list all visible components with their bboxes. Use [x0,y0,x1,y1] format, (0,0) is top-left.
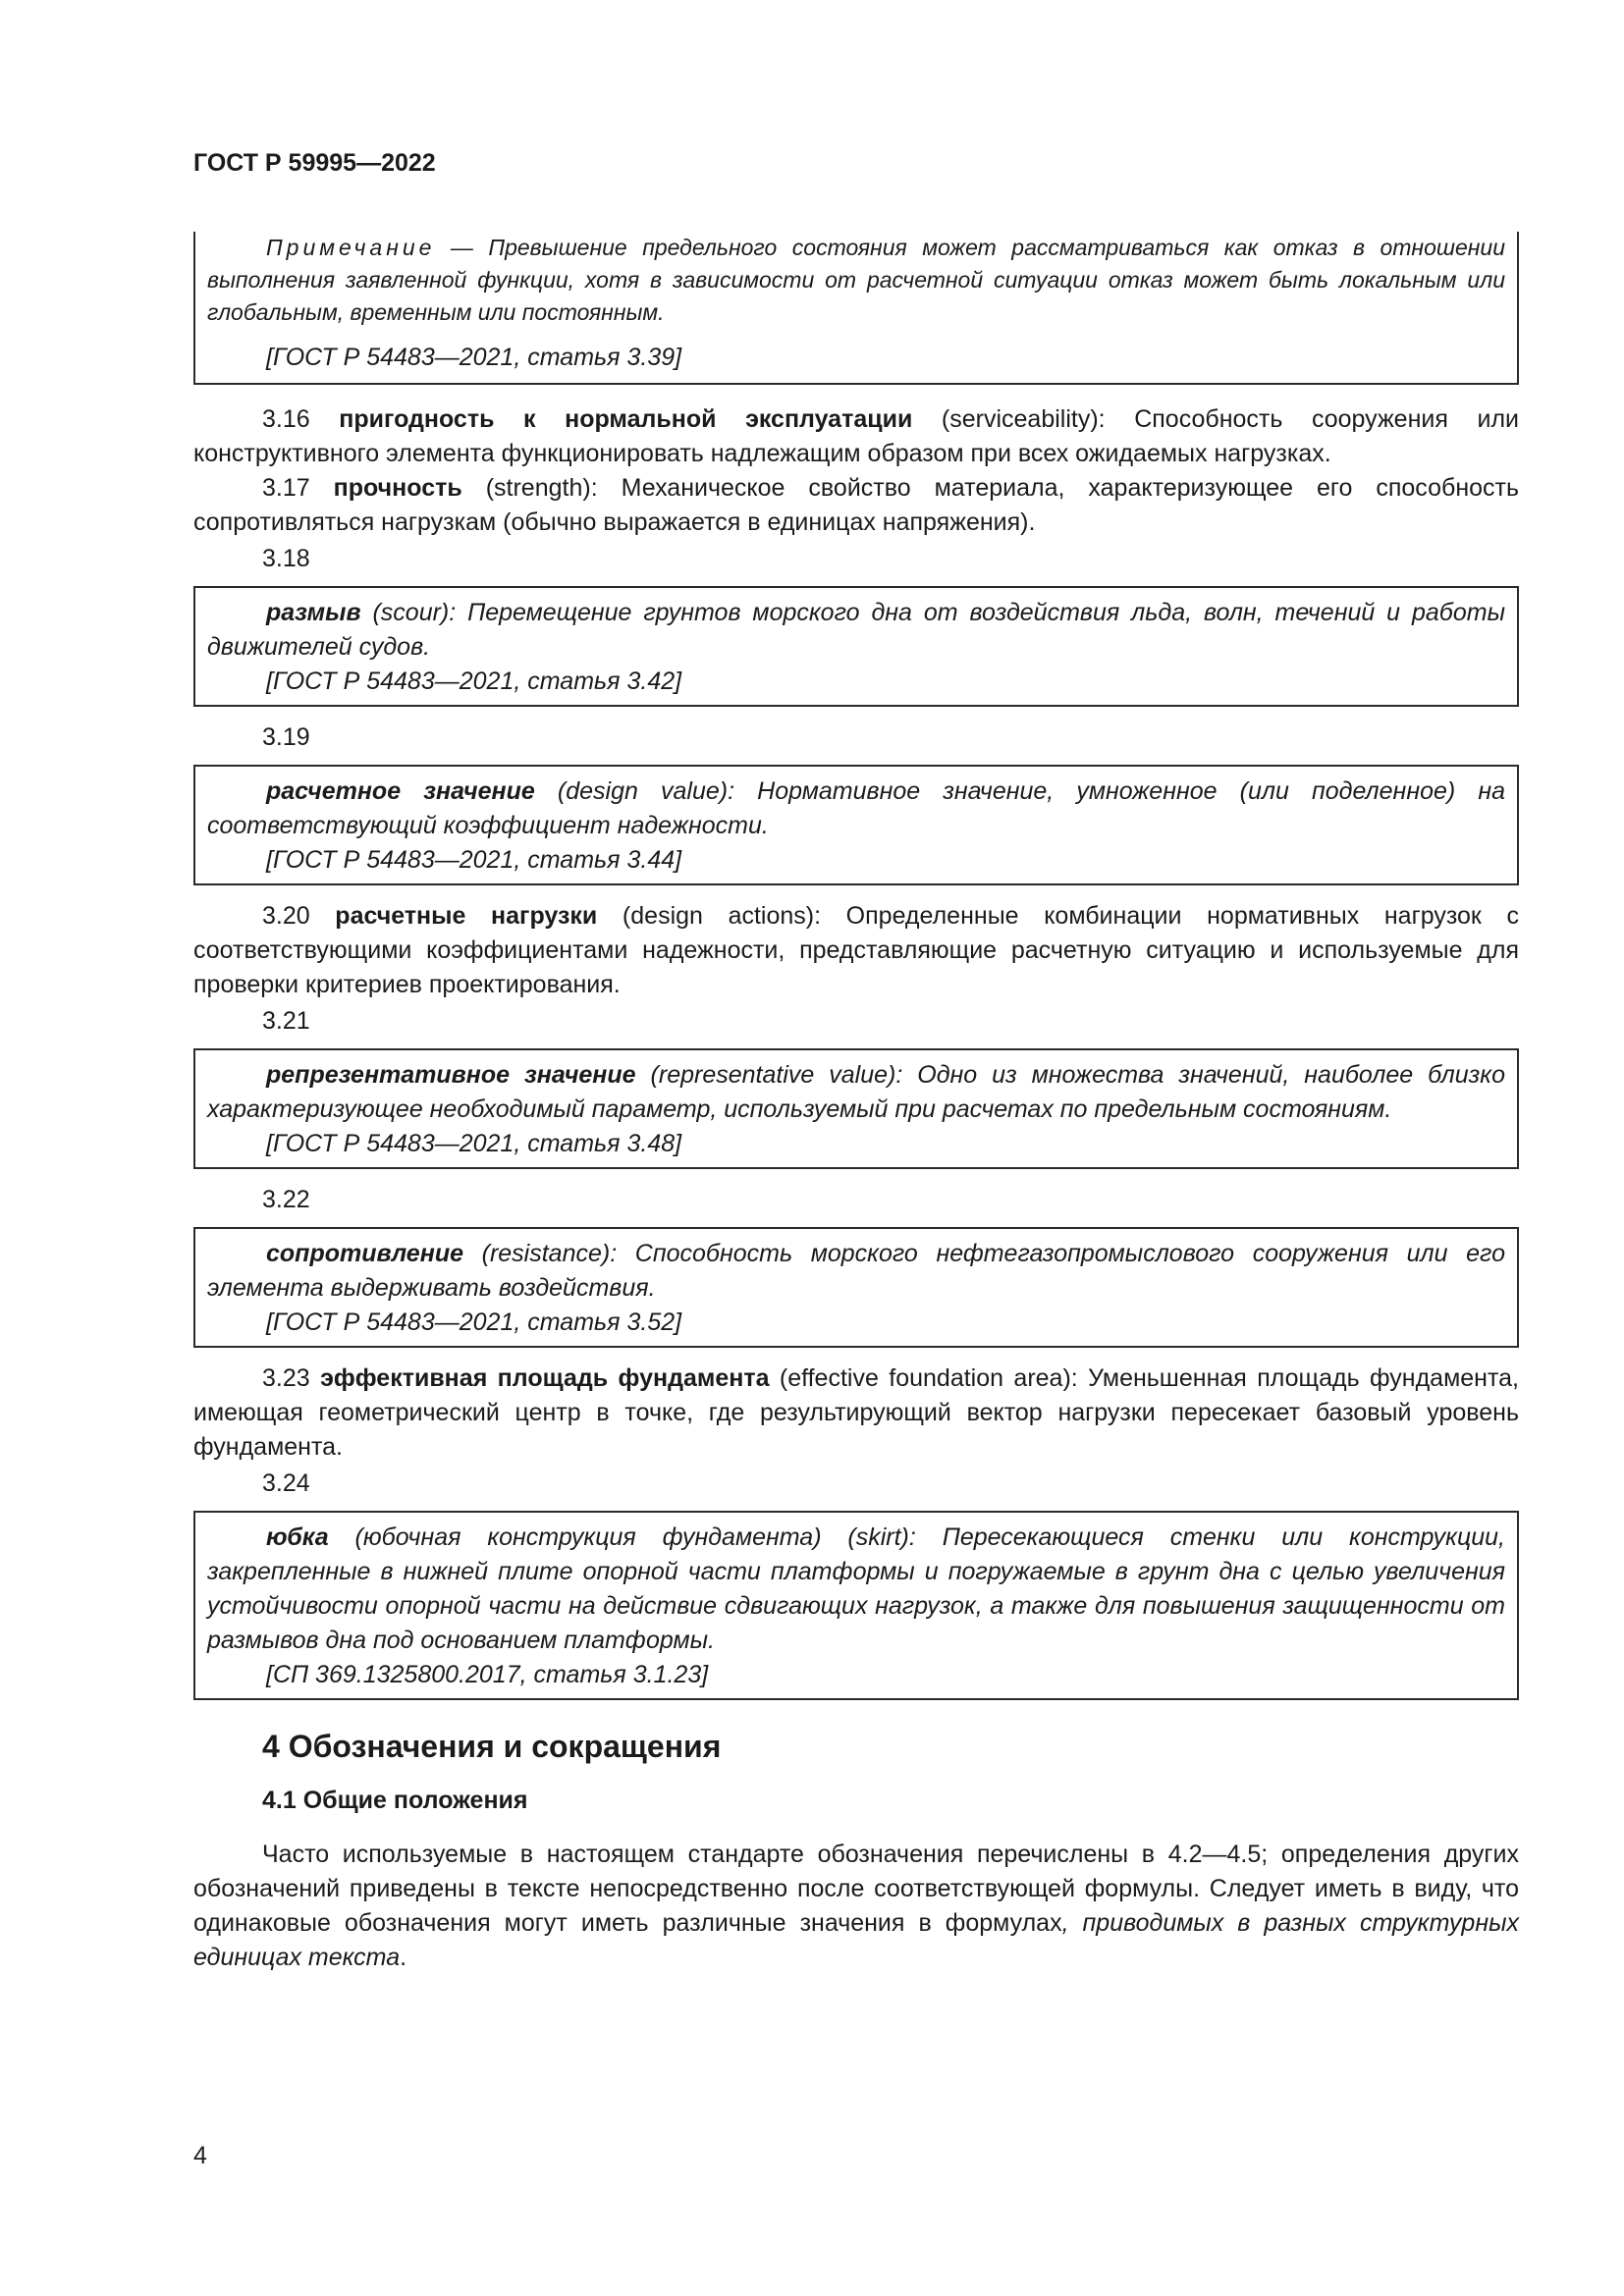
definition-source: [ГОСТ Р 54483—2021, статья 3.42] [266,667,682,695]
definition-text: (юбочная конструкция фундамента) (skirt): Пересекающиеся стенки или конструкции, закрепленные в нижней плите опорной части платформы и погружаемые в грунт дна с целью увеличения устойчивости опорной части на действие сдвигающих нагрузок, а также для повышения защищенности от размывов дна под основанием платформы. [207,1523,1505,1654]
definition-source: [ГОСТ Р 54483—2021, статья 3.52] [266,1308,682,1336]
term: эффективная площадь фундамента [320,1364,770,1392]
definition-3-23 [193,1362,1519,1465]
section-4-title: 4 Обозначения и сокращения [262,1729,722,1764]
paragraph-italic-text: , приводимых в разных структурных единицах текста [193,1909,1519,1971]
definition-3-19 [207,774,1505,843]
definition-box-3-18 [193,586,1519,707]
definition-3-22 [207,1237,1505,1306]
definition-text: (representative value): Одно из множества значений, наиболее близко характеризующее необходимый параметр, используемый при расчетах по предельным состояниям. [207,1061,1505,1123]
item-number: 3.20 [262,902,336,930]
item-number-3-24: 3.24 [262,1469,310,1497]
note-text [207,232,1505,329]
term: размыв [266,599,361,626]
item-number-3-22: 3.22 [262,1186,310,1213]
term: расчетные нагрузки [335,902,598,930]
definition-source: [СП 369.1325800.2017, статья 3.1.23] [266,1661,709,1688]
definition-text: (design value): Нормативное значение, умноженное (или поделенное) на соответствующий коэффициент надежности. [207,777,1505,839]
note-label: Примечание [266,235,436,260]
term: юбка [266,1523,329,1551]
paragraph-end: . [400,1944,407,1971]
term: сопротивление [266,1240,463,1267]
page-content [193,232,1519,1975]
definition-3-24 [207,1521,1505,1658]
page-number: 4 [193,2142,207,2169]
definition-3-20 [193,899,1519,1002]
term: пригодность к нормальной эксплуатации [339,405,913,433]
item-number: 3.16 [262,405,340,433]
term: прочность [333,474,462,502]
definition-source: [ГОСТ Р 54483—2021, статья 3.48] [266,1130,682,1157]
paragraph-text: Часто используемые в настоящем стандарте обозначения перечислены в 4.2—4.5; определения других обозначений приведены в тексте непосредственно после соответствующей формулы. Следует иметь в виду, что одинаковые обозначения могут иметь различные значения в формулах [193,1841,1519,1937]
definition-box-3-22 [193,1227,1519,1348]
section-4-1-paragraph [193,1838,1519,1975]
item-number-3-19: 3.19 [262,723,310,751]
definition-source: [ГОСТ Р 54483—2021, статья 3.44] [266,846,682,874]
note-box [193,232,1519,385]
definition-text: (effective foundation area): Уменьшенная площадь фундамента, имеющая геометрический центр в точке, где результирующий вектор нагрузки пересекает базовый уровень фундамента. [193,1364,1519,1461]
document-id-header: ГОСТ Р 59995—2022 [193,149,436,177]
item-number-3-18: 3.18 [262,545,310,572]
definition-text: (strength): Механическое свойство материала, характеризующее его способность сопротивляться нагрузкам (обычно выражается в единицах напряжения). [193,474,1519,536]
item-number: 3.17 [262,474,334,502]
term: репрезентативное значение [266,1061,636,1089]
note-source: [ГОСТ Р 54483—2021, статья 3.39] [266,344,682,371]
definition-box-3-21 [193,1048,1519,1169]
definition-3-17 [193,471,1519,540]
definition-box-3-19 [193,765,1519,885]
definition-box-3-24 [193,1511,1519,1700]
item-number-3-21: 3.21 [262,1007,310,1035]
definition-text: (scour): Перемещение грунтов морского дна от воздействия льда, волн, течений и работы движителей судов. [207,599,1505,661]
term: расчетное значение [266,777,535,805]
definition-text: (serviceability): Способность сооружения или конструктивного элемента функционировать надлежащим образом при всех ожидаемых нагрузках. [193,405,1519,467]
definition-3-21 [207,1058,1505,1127]
definition-text: (resistance): Способность морского нефтегазопромыслового сооружения или его элемента выдерживать воздействия. [207,1240,1505,1302]
subsection-4-1-title: 4.1 Общие положения [262,1787,528,1814]
definition-3-16 [193,402,1519,471]
item-number: 3.23 [262,1364,321,1392]
definition-text: (design actions): Определенные комбинации нормативных нагрузок с соответствующими коэффициентами надежности, представляющие расчетную ситуацию и используемые для проверки критериев проектирования. [193,902,1519,998]
definition-3-18 [207,596,1505,665]
note-body: — Превышение предельного состояния может рассматриваться как отказ в отношении выполнения заявленной функции, хотя в зависимости от расчетной ситуации отказ может быть локальным или глобальным, временным или постоянным. [207,235,1505,325]
